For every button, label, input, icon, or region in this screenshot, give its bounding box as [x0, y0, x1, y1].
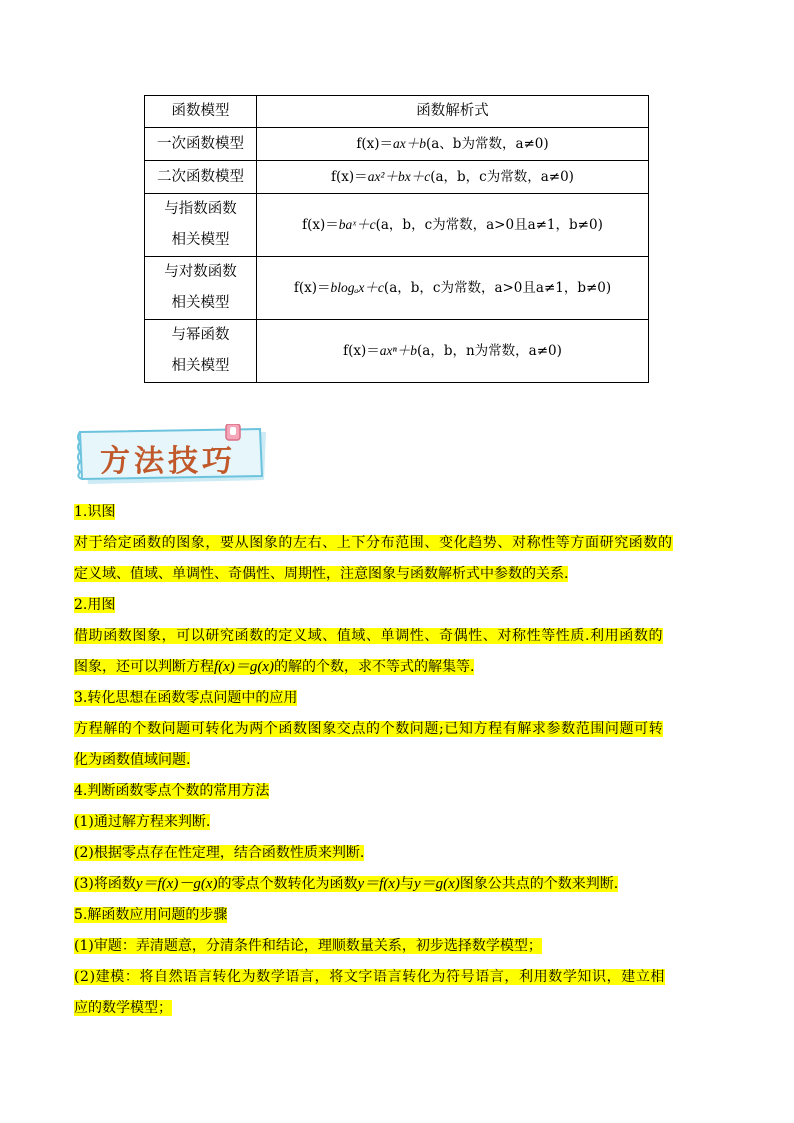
section-5-item-1 — [74, 931, 724, 962]
equation-text: y＝f(x) — [357, 876, 400, 892]
formula-lhs: f(x)＝ — [302, 217, 339, 233]
section-1-paragraph — [74, 528, 724, 559]
model-cell — [145, 194, 257, 257]
section-3-paragraph-cont — [74, 745, 724, 776]
list-item: 应的数学模型； — [74, 1000, 172, 1016]
section-banner — [76, 424, 272, 486]
model-name: 与指数函数 — [164, 201, 237, 217]
formula-cell — [257, 257, 649, 320]
section-5-item-2 — [74, 962, 724, 993]
header-formula: 函数解析式 — [257, 96, 649, 128]
formula-tail: (a，b，c为常数，a>0且a≠1，b≠0) — [383, 280, 612, 296]
model-name: 一次函数模型 — [157, 135, 244, 152]
list-item: 图象公共点的个数来判断. — [459, 876, 619, 892]
section-title: 2.用图 — [74, 597, 116, 613]
section-5-title — [74, 900, 724, 931]
paragraph-text: 化为函数值域问题. — [74, 752, 191, 768]
table-row — [145, 128, 649, 161]
formula-tail: (a，b，c为常数，a>0且a≠1，b≠0) — [375, 217, 603, 233]
equation-text: f(x)＝g(x) — [214, 659, 274, 675]
method-tips-content — [74, 497, 724, 1024]
table-row — [145, 161, 649, 194]
paragraph-text: 对于给定函数的图象，要从图象的左右、上下分布范围、变化趋势、对称性等方面研究函数的 — [74, 535, 673, 551]
section-3-title — [74, 683, 724, 714]
formula-main: blogₐx＋c — [330, 280, 384, 295]
list-item: 与 — [399, 876, 414, 892]
formula-cell — [257, 320, 649, 383]
equation-text: y＝f(x)－g(x) — [135, 876, 218, 892]
paragraph-text: 方程解的个数问题可转化为两个函数图象交点的个数问题;已知方程有解求参数范围问题可转 — [74, 721, 664, 737]
header-model: 函数模型 — [145, 96, 257, 128]
formula-cell — [257, 194, 649, 257]
formula-tail: (a，b，c为常数，a≠0) — [430, 169, 574, 185]
formula-cell — [257, 161, 649, 194]
section-4-title — [74, 776, 724, 807]
list-item: (1)审题：弄清题意，分清条件和结论，理顺数量关系，初步选择数学模型； — [74, 938, 542, 954]
model-name: 与幂函数 — [171, 327, 230, 343]
formula-main: ax＋b — [392, 136, 426, 151]
list-item: 的零点个数转化为函数 — [217, 876, 358, 892]
list-item: (3)将函数 — [74, 876, 136, 892]
table-header-row — [145, 96, 649, 128]
section-4-item-2 — [74, 838, 724, 869]
section-title: 3.转化思想在函数零点问题中的应用 — [74, 690, 298, 706]
model-name-line2: 相关模型 — [171, 295, 230, 311]
formula-main: ax²＋bx＋c — [367, 169, 431, 184]
paragraph-text: 图象，还可以判断方程 — [74, 659, 214, 675]
model-name-line2: 相关模型 — [171, 232, 230, 248]
formula-lhs: f(x)＝ — [331, 169, 368, 185]
model-cell — [145, 161, 257, 194]
section-4-item-1 — [74, 807, 724, 838]
formula-tail: (a、b为常数，a≠0) — [425, 136, 549, 152]
model-cell — [145, 320, 257, 383]
formula-cell — [257, 128, 649, 161]
section-1-paragraph-cont — [74, 559, 724, 590]
paragraph-text: 借助函数图象，可以研究函数的定义域、值域、单调性、奇偶性、对称性等性质.利用函数的 — [74, 628, 664, 644]
model-cell — [145, 128, 257, 161]
function-model-table — [144, 95, 649, 383]
formula-main: baˣ＋c — [338, 217, 376, 232]
equation-text: y＝g(x) — [413, 876, 460, 892]
paragraph-text: 的解的个数，求不等式的解集等. — [273, 659, 475, 675]
formula-main: axⁿ＋b — [379, 343, 418, 358]
section-1-title — [74, 497, 724, 528]
model-name-line2: 相关模型 — [171, 358, 230, 374]
list-item: (2)建模：将自然语言转化为数学语言，将文字语言转化为符号语言，利用数学知识，建立相 — [74, 969, 666, 985]
list-item: (1)通过解方程来判断. — [74, 814, 211, 830]
banner-title: 方法技巧 — [100, 444, 236, 479]
model-name: 与对数函数 — [164, 264, 237, 280]
table-row — [145, 257, 649, 320]
formula-tail: (a，b，n为常数，a≠0) — [417, 343, 562, 359]
table-row — [145, 194, 649, 257]
formula-lhs: f(x)＝ — [343, 343, 380, 359]
section-title: 5.解函数应用问题的步骤 — [74, 907, 228, 923]
formula-lhs: f(x)＝ — [356, 136, 393, 152]
model-cell — [145, 257, 257, 320]
section-title: 4.判断函数零点个数的常用方法 — [74, 783, 270, 799]
section-4-item-3 — [74, 869, 724, 900]
formula-lhs: f(x)＝ — [293, 280, 331, 296]
table-row — [145, 320, 649, 383]
paragraph-text: 定义域、值域、单调性、奇偶性、周期性，注意图象与函数解析式中参数的关系. — [74, 566, 569, 582]
section-2-paragraph-cont — [74, 652, 724, 683]
section-2-paragraph — [74, 621, 724, 652]
section-title: 1.识图 — [74, 504, 116, 520]
section-3-paragraph — [74, 714, 724, 745]
section-5-item-2-cont — [74, 993, 724, 1024]
model-name: 二次函数模型 — [157, 168, 244, 185]
list-item: (2)根据零点存在性定理，结合函数性质来判断. — [74, 845, 365, 861]
section-2-title — [74, 590, 724, 621]
